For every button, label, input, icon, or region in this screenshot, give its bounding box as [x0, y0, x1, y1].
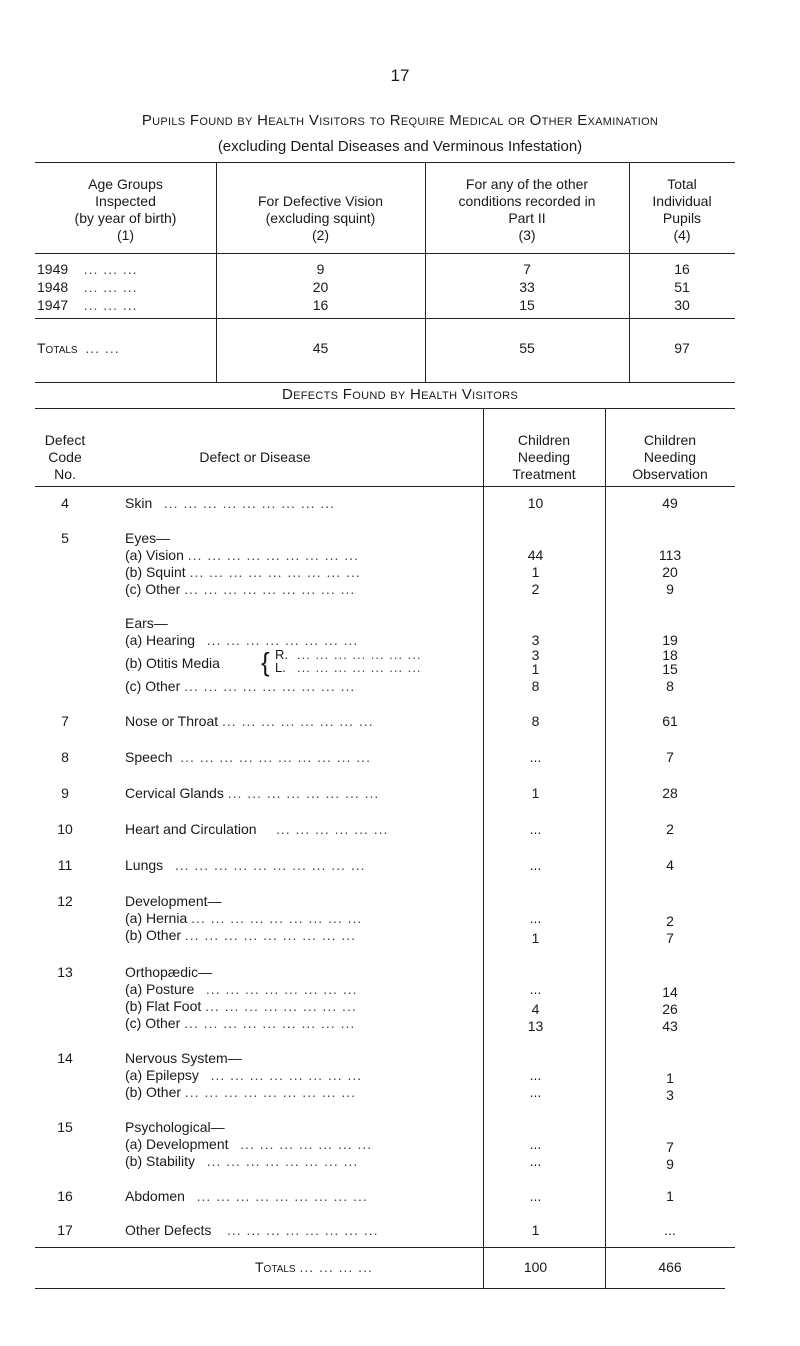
header-defect-disease: Defect or Disease: [199, 449, 311, 465]
page-title: Pupils Found by Health Visitors to Require Medical or Other Examination: [141, 112, 659, 129]
group-development: Development—: [125, 893, 222, 909]
header-defect-code: Defect Code No.: [44, 432, 86, 482]
header-age-groups: Age Groups Inspected (by year of birth) (1): [74, 176, 177, 243]
page-subtitle: (excluding Dental Diseases and Verminous Infestation): [217, 138, 583, 155]
header-total-pupils: Total Individual Pupils (4): [652, 176, 712, 243]
group-orthopaedic: Orthopædic—: [125, 964, 213, 980]
group-eyes: Eyes—: [125, 530, 171, 546]
header-other-conditions: For any of the other conditions recorded in Part II (3): [458, 176, 596, 243]
header-needing-treatment: Children Needing Treatment: [512, 432, 576, 482]
code-nervous: 14: [57, 1050, 73, 1066]
code-eyes: 5: [61, 530, 69, 546]
group-ears: Ears—: [125, 615, 168, 631]
code-psychological: 15: [57, 1119, 73, 1135]
pupils-table: Age Groups Inspected (by year of birth) (1) For Defective Vision (excluding squint) (2) For any of the other conditions recorded in Part II (3) Total Individual Pupils (4) 1949 ... ... ... 9 7 16 1948 ... ... ... 20 33 51 1947 ... ... ... 16 15 30 Totals ... ... 45 55 97: [35, 162, 735, 382]
header-defective-vision: For Defective Vision (excluding squint) (2): [257, 193, 383, 243]
brace-icon: {: [261, 647, 270, 677]
group-nervous: Nervous System—: [125, 1050, 242, 1066]
defects-table: Defect Code No. Defect or Disease Children Needing Treatment Children Needing Observation 4 Skin ... ... ... ... ... ... ... ... ... 10 49 5 Eyes— (a) Vision ... ... ... ... ... ... ... ... ... 44 113 (b) Squint ... ... ... ... ... ... ... ... ... 1 20 (c) Other ... ... ... ... ... ... ... ... ... 2 9 Ears— (a) Hearing ... ... ... ... ... ... ... ... 3 19 (b) Otitis Media { R. L. ... ... ... ... ... ... ... ... ... ... ... ... ... ... 3 18 1 15 (c) Other ... ... ... ... ... ... ... ... ... 8 8 7 Nose or Throat ... ... ... ... ... ... ... ... 8 61 8 Speech ... ... ... ... ... ... ... ... ... ... ... 7 9 Cervical Glands ... ... ... ... ... ... ... ... 1 28 10 Heart and Circulation ... ... ... ... ... ... ... 2 11 Lungs ... ... ... ... ... ... ... ... ... ... ... 4 12 Development— (a) Hernia ... ... ... ... ... ... ... ... ... ... 2 (b) Other ... ... ... ... ... ... ... ... ... 1 7 13 Orthopædic— (a) Posture ... ... ... ... ... ... ... ... ... 14 (b) Flat Foot ... ... ... ... ... ... ... ... 4 26 (c) Other ... ... ... ... ... ... ... ... ... 13 43 14 Nervous System— (a) Epilepsy ... ... ... ... ... ... ... ... ... 1 (b) Other ... ... ... ... ... ... ... ... ... ... 3 15 Psychological— (a) Development ... ... ... ... ... ... ... ... 7 (b) Stability ... ... ... ... ... ... ... ... ... 9 16 Abdomen ... ... ... ... ... ... ... ... ... ... 1 17 Other Defects ... ... ... ... ... ... ... ... 1 ... Totals ... ... ... ... 100 466: [35, 408, 735, 1288]
group-psychological: Psychological—: [125, 1119, 225, 1135]
header-needing-observation: Children Needing Observation: [632, 432, 708, 482]
code-development: 12: [57, 893, 73, 909]
section-title: Defects Found by Health Visitors: [281, 386, 518, 403]
code-orthopaedic: 13: [57, 964, 73, 980]
page-number: 17: [390, 66, 410, 85]
